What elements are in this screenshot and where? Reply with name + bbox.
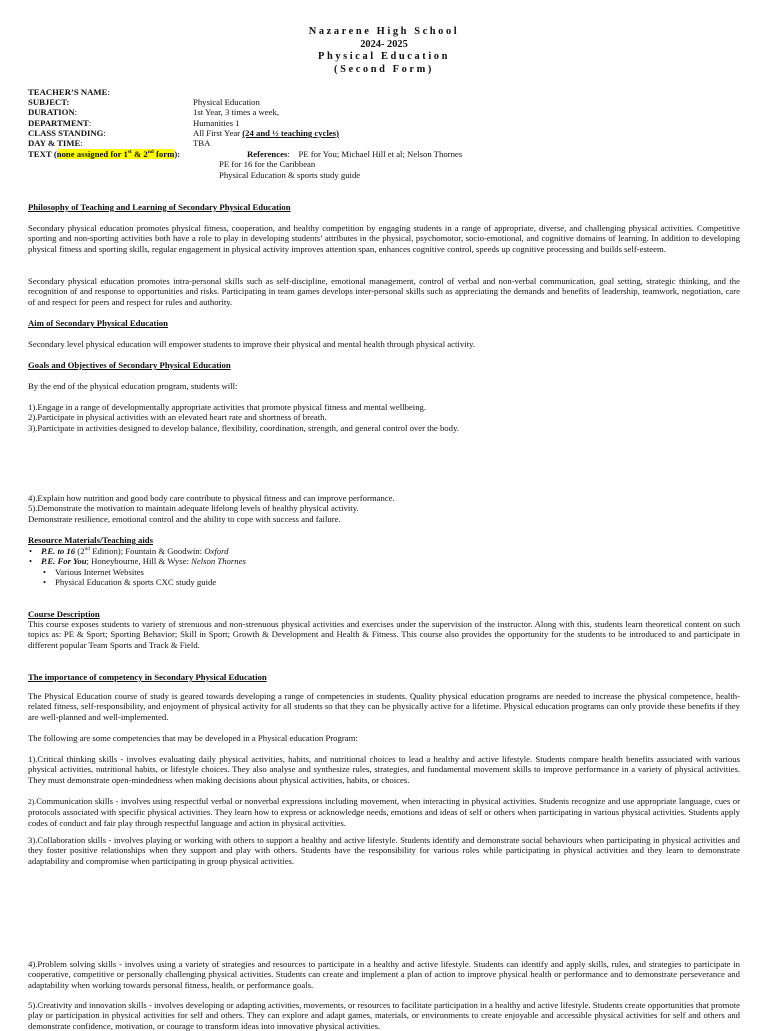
bullet-icon: • — [29, 556, 33, 566]
competency-paragraph-1: The Physical Education course of study is geared towards developing a range of competencies in students. Quality physical education programs are needed to increase the physical competence, health-related fitness, self-responsibility, and enjoyment of physical activity for all students so that they can be physically active for a lifetime. Physical education programs can only provide these benefits if they are well-planned and well-implemented. — [28, 691, 740, 722]
goal-item-4: 4).Explain how nutrition and good body care contribute to physical fitness and can improve performance. — [28, 493, 395, 503]
resource-item-3 — [43, 567, 144, 577]
department-value: Humanities 1 — [193, 118, 240, 128]
course-description-text: This course exposes students to variety of strenuous and non-strenuous physical activities and exercises under the supervision of the instructor. Along with this, students learn theoretical content on such topics as: PE & Sport; Sporting Behavior; Skill in Sport; Growth & Development and Health & Fitness. This course also provides the opportunity for the students to be introduced to and participate in different popular Team Sports and Track & Field. — [28, 619, 740, 650]
subject-label: SUBJECT — [28, 97, 67, 107]
class-standing-label: CLASS STANDING — [28, 128, 104, 138]
references: References: PE for You; Michael Hill et al; Nelson Thornes — [247, 149, 463, 159]
subject-value: Physical Education — [193, 97, 260, 107]
philosophy-paragraph-2: Secondary physical education promotes intra-personal skills such as self-discipline, emotional management, control of verbal and non-verbal communication, goal setting, strategic thinking, and the recognition of and response to opportunities and risks. Participating in team games develops inter-personal skills such as appreciating the demands and benefits of leadership, teamwork, negotiation, care of and respect for peers and respect for rules and authority. — [28, 276, 740, 307]
resource-1-a: (2 — [75, 546, 85, 556]
text-label: TEXT — [28, 149, 52, 159]
text-note-c: form — [153, 149, 175, 159]
bullet-icon: • — [43, 567, 47, 577]
text-note-sup1: st — [127, 149, 132, 156]
resource-item-4 — [43, 577, 217, 587]
department-label: DEPARTMENT — [28, 118, 89, 128]
resources-heading: Resource Materials/Teaching aids — [28, 535, 153, 545]
resource-item-2 — [29, 556, 246, 566]
competency-communication-number: 2). — [28, 797, 37, 806]
competency-communication — [28, 796, 740, 828]
resource-1-sup: nd — [84, 546, 91, 553]
text-note-highlight — [57, 149, 175, 159]
competency-heading: The importance of competency in Secondary Physical Education — [28, 672, 267, 682]
goal-item-5: 5).Demonstrate the motivation to maintain adequate lifelong levels of healthy physical activity. — [28, 503, 359, 513]
bullet-icon: • — [43, 577, 47, 587]
resource-1-publisher: Oxford — [204, 546, 229, 556]
resource-4-text: Physical Education & sports CXC study guide — [55, 577, 217, 587]
resource-2-title: P.E. For You — [41, 556, 87, 566]
subject-row: SUBJECT: Physical Education — [28, 97, 260, 107]
form-label: (Second Form) — [334, 64, 434, 75]
goals-heading: Goals and Objectives of Secondary Physical Education — [28, 360, 231, 370]
class-standing-value — [193, 128, 339, 138]
aim-text: Secondary level physical education will empower students to improve their physical and mental health through physical activity. — [28, 339, 475, 349]
text-note-b: & 2 — [131, 149, 148, 159]
class-standing-cycles: (24 and ½ teaching cycles) — [242, 128, 340, 138]
philosophy-heading: Philosophy of Teaching and Learning of Secondary Physical Education — [28, 202, 291, 212]
reference-1: PE for You; Michael Hill et al; Nelson Thornes — [298, 149, 463, 159]
resource-2-publisher: Nelson Thornes — [191, 556, 246, 566]
competency-paragraph-2: The following are some competencies that may be developed in a Physical education Program: — [28, 733, 358, 743]
goal-item-3: 3).Participate in activities designed to develop balance, flexibility, coordination, strength, and general control over the body. — [28, 423, 459, 433]
course-description-heading: Course Description — [28, 609, 100, 619]
resource-3-text: Various Internet Websites — [55, 567, 144, 577]
goal-item-2: 2).Participate in physical activities with an elevated heart rate and shortness of breath. — [28, 412, 327, 422]
teacher-row: TEACHER’S NAME: — [28, 87, 110, 97]
resource-item-1 — [29, 546, 229, 556]
competency-communication-text: Communication skills - involves using respectful verbal or nonverbal expressions including movement, when interacting in physical activities. Students recognize and use appropriate language, cues or protocols associated with specific physical activities. They learn how to express or acknowledge needs, emotions and ideas of self or others when participating in various physical activities. Students apply codes of conduct and fair play through respectful language and action in physical activities. — [28, 796, 740, 828]
resource-1-b: Edition); Fountain & Goodwin: — [90, 546, 205, 556]
competency-creativity: 5).Creativity and innovation skills - involves developing or adapting activities, movements, or resources to facilitate participation in a healthy and active lifestyle. Students create opportunities that promote play or participation in physical activities for self and others. They can explore and adapt games, materials, or environments to create enjoyable and accessible physical activities for self and others and demonstrate confidence, motivation, or courage to transform ideas into innovative physical activities. — [28, 1000, 740, 1031]
school-year: 2024- 2025 — [360, 39, 408, 50]
course-title: Physical Education — [318, 51, 450, 62]
goals-intro: By the end of the physical education program, students will: — [28, 381, 238, 391]
philosophy-paragraph-1: Secondary physical education promotes physical fitness, cooperation, and healthy competition by engaging students in a range of appropriate, diverse, and challenging physical activities. Competitive sporting and non-sporting activities both have a role to play in developing students’ attributes in the physical, psychomotor, socio-emotional, and cognitive domains of learning. In addition to developing physical fitness and sporting skills, regular engagement in physical activity improves attention span, enhances cognitive control, speeds up cognitive processing and builds self-esteem. — [28, 223, 740, 254]
text-note-a: none assigned for 1 — [56, 149, 128, 159]
competency-collaboration: 3).Collaboration skills - involves playing or working with others to support a healthy and active lifestyle. Students identify and demonstrate social behaviours when participating in physical activities and they foster positive relationships when they support and play with others. Students have the responsibility for various roles while participating in physical activities and they learn to demonstrate adaptability and compromise when participating in group physical activities. — [28, 835, 740, 866]
text-row: TEXT (none assigned for 1st & 2nd form): References: PE for You; Michael Hill et al; Nelson Thornes — [28, 149, 463, 159]
reference-3: Physical Education & sports study guide — [219, 170, 361, 180]
duration-label: DURATION — [28, 107, 75, 117]
school-name: Nazarene High School — [308, 26, 460, 37]
bullet-icon: • — [29, 546, 33, 556]
competency-problem-solving: 4).Problem solving skills - involves using a variety of strategies and resources to participate in a healthy and active lifestyle. Students can identify and apply skills, rules, and strategies to participate in cooperative, competitive or personally challenging physical activities. Students can create and implement a plan of action to improve physical health or performance and to demonstrate perseverance and adaptability when working towards personal fitness, health, or performance goals. — [28, 959, 740, 990]
duration-row: DURATION: 1st Year, 3 times a week, — [28, 107, 280, 117]
aim-heading: Aim of Secondary Physical Education — [28, 318, 168, 328]
class-standing-row: CLASS STANDING: All First Year (24 and ½ teaching cycles) — [28, 128, 340, 138]
reference-2: PE for 16 for the Caribbean — [219, 159, 316, 169]
department-row: DEPARTMENT: Humanities 1 — [28, 118, 240, 128]
text-note-sup2: nd — [147, 149, 154, 156]
class-standing-plain: All First Year — [193, 128, 243, 138]
day-time-value: TBA — [193, 138, 211, 148]
day-time-row: DAY & TIME: TBA — [28, 138, 211, 148]
teacher-label: TEACHER’S NAME — [28, 87, 108, 97]
duration-value: 1st Year, 3 times a week, — [193, 107, 280, 117]
day-time-label: DAY & TIME — [28, 138, 81, 148]
references-label: References — [247, 149, 288, 159]
goal-item-6: Demonstrate resilience, emotional control and the ability to cope with success and failure. — [28, 514, 341, 524]
competency-critical-thinking: 1).Critical thinking skills - involves evaluating daily physical activities, habits, and nutritional choices to lead a healthy and active lifestyle. Students compare health benefits associated with various physical activities, nutritional habits, or lifestyle choices. They also analyse and synthesize rules, strategies, and fundamental movement skills to improve performance in a variety of physical activities. They must demonstrate open-mindedness when making decisions about physical activities, habits, or choices. — [28, 754, 740, 785]
resource-2-a: ; Honeybourne, Hill & Wyse: — [86, 556, 192, 566]
goal-item-1: 1).Engage in a range of developmentally appropriate activities that promote physical fitness and mental wellbeing. — [28, 402, 427, 412]
resource-1-title: P.E. to 16 — [41, 546, 76, 556]
